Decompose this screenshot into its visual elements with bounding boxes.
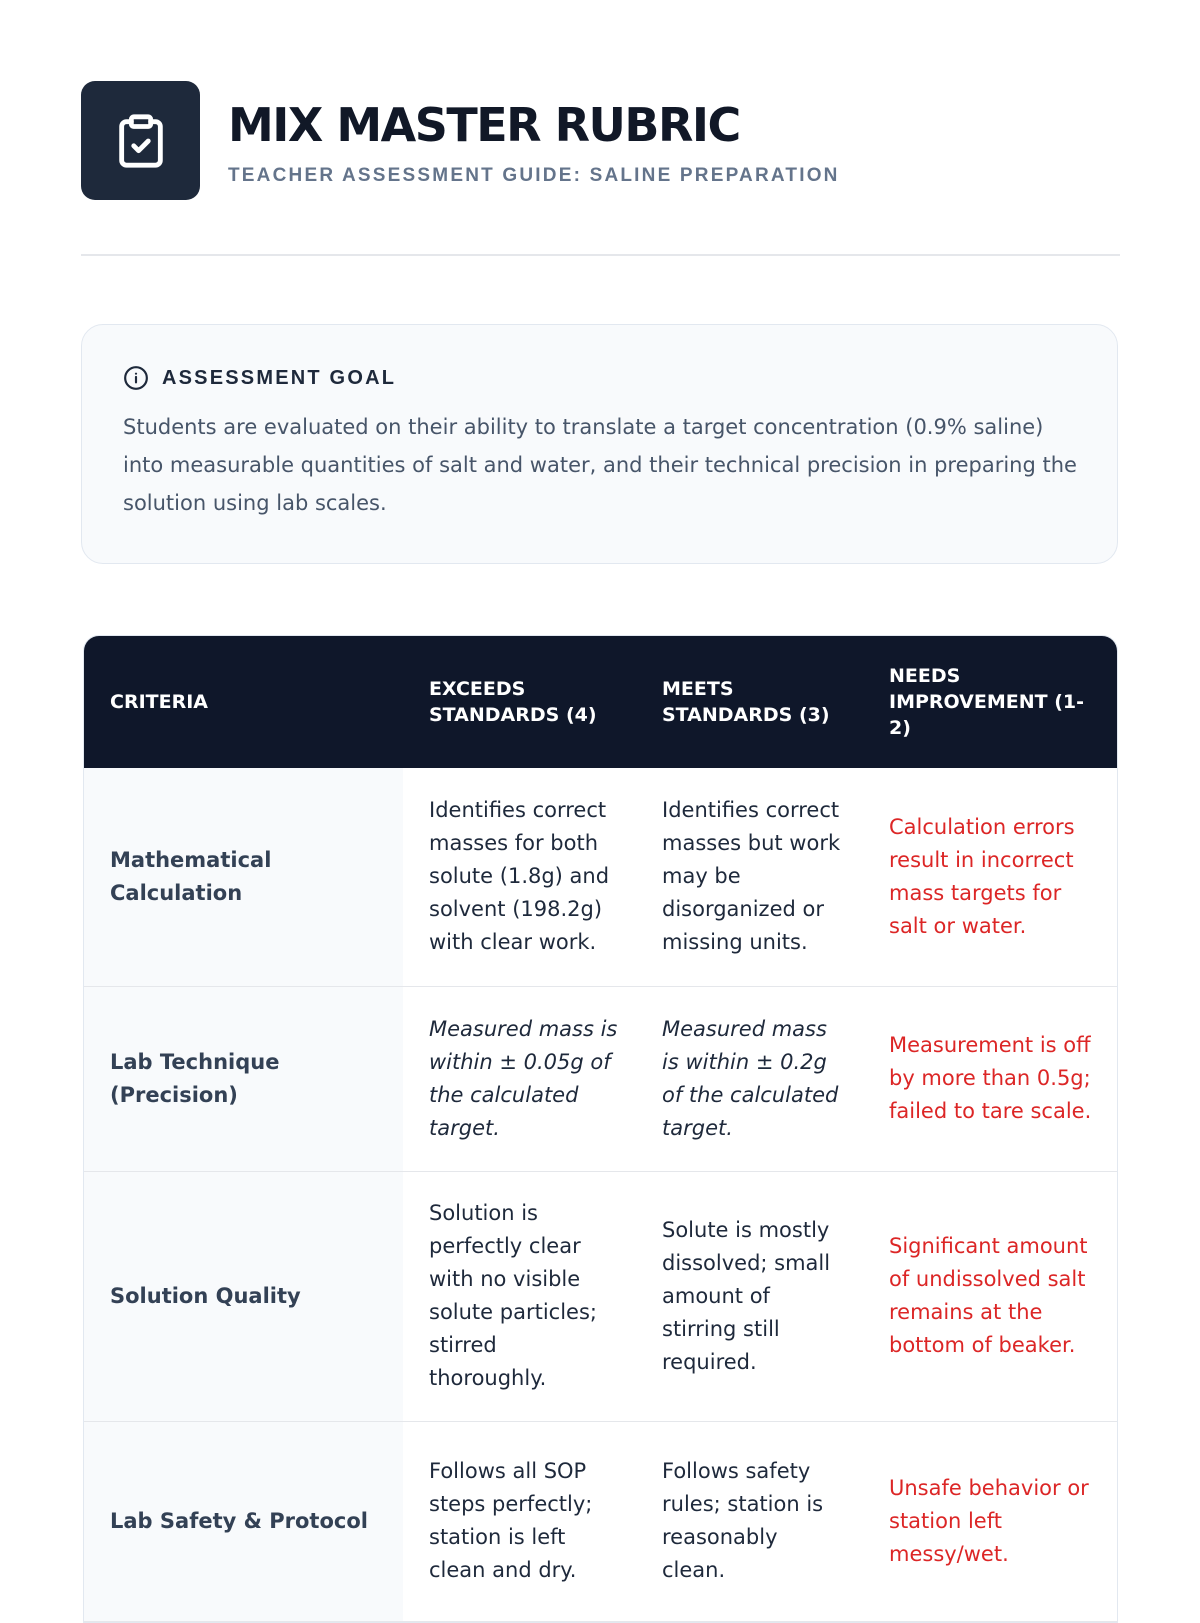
- meets-cell: Measured mass is within ± 0.2g of the calculated target.: [636, 986, 863, 1171]
- page-subtitle: TEACHER ASSESSMENT GUIDE: SALINE PREPARATION: [228, 165, 840, 186]
- header-divider: [81, 254, 1120, 256]
- column-header-meets: MEETS STANDARDS (3): [636, 636, 863, 768]
- column-header-needs-improvement: NEEDS IMPROVEMENT (1-2): [863, 636, 1117, 768]
- title-block: [228, 96, 840, 185]
- info-icon: [123, 365, 149, 391]
- criteria-cell: Lab Technique (Precision): [84, 986, 403, 1171]
- meets-cell: Solute is mostly dissolved; small amount of stirring still required.: [636, 1171, 863, 1421]
- meets-cell: Identifies correct masses but work may be disorganized or missing units.: [636, 768, 863, 986]
- page-title: MIX MASTER RUBRIC: [228, 98, 740, 152]
- criteria-cell: Mathematical Calculation: [84, 768, 403, 986]
- table-row: [84, 1171, 1117, 1421]
- exceeds-cell: Follows all SOP steps perfectly; station is left clean and dry.: [403, 1421, 636, 1621]
- needs-improvement-cell: Calculation errors result in incorrect mass targets for salt or water.: [863, 768, 1117, 986]
- assessment-goal-header: [123, 365, 1077, 391]
- column-header-exceeds: EXCEEDS STANDARDS (4): [403, 636, 636, 768]
- table-header-row: [84, 636, 1117, 768]
- table-row: [84, 986, 1117, 1171]
- table-row: [84, 1421, 1117, 1621]
- table-row: [84, 768, 1117, 986]
- needs-improvement-cell: Measurement is off by more than 0.5g; failed to tare scale.: [863, 986, 1117, 1171]
- assessment-goal-card: [81, 324, 1118, 564]
- column-header-criteria: CRITERIA: [84, 636, 403, 768]
- rubric-page: [81, 81, 1120, 1582]
- needs-improvement-cell: Significant amount of undissolved salt remains at the bottom of beaker.: [863, 1171, 1117, 1421]
- meets-cell: Follows safety rules; station is reasonably clean.: [636, 1421, 863, 1621]
- criteria-cell: Lab Safety & Protocol: [84, 1421, 403, 1621]
- rubric-table-container: [83, 635, 1118, 1623]
- criteria-cell: Solution Quality: [84, 1171, 403, 1421]
- exceeds-cell: Measured mass is within ± 0.05g of the calculated target.: [403, 986, 636, 1171]
- exceeds-cell: Solution is perfectly clear with no visible solute particles; stirred thoroughly.: [403, 1171, 636, 1421]
- page-header: [81, 81, 1120, 200]
- rubric-table: [84, 636, 1117, 1622]
- assessment-goal-text: Students are evaluated on their ability to translate a target concentration (0.9% saline) into measurable quantities of salt and water, and their technical precision in preparing the solution using lab scales.: [123, 415, 1077, 515]
- logo-tile: [81, 81, 200, 200]
- needs-improvement-cell: Unsafe behavior or station left messy/wet.: [863, 1421, 1117, 1621]
- assessment-goal-label: ASSESSMENT GOAL: [162, 366, 397, 389]
- clipboard-check-icon: [112, 112, 170, 170]
- exceeds-cell: Identifies correct masses for both solute (1.8g) and solvent (198.2g) with clear work.: [403, 768, 636, 986]
